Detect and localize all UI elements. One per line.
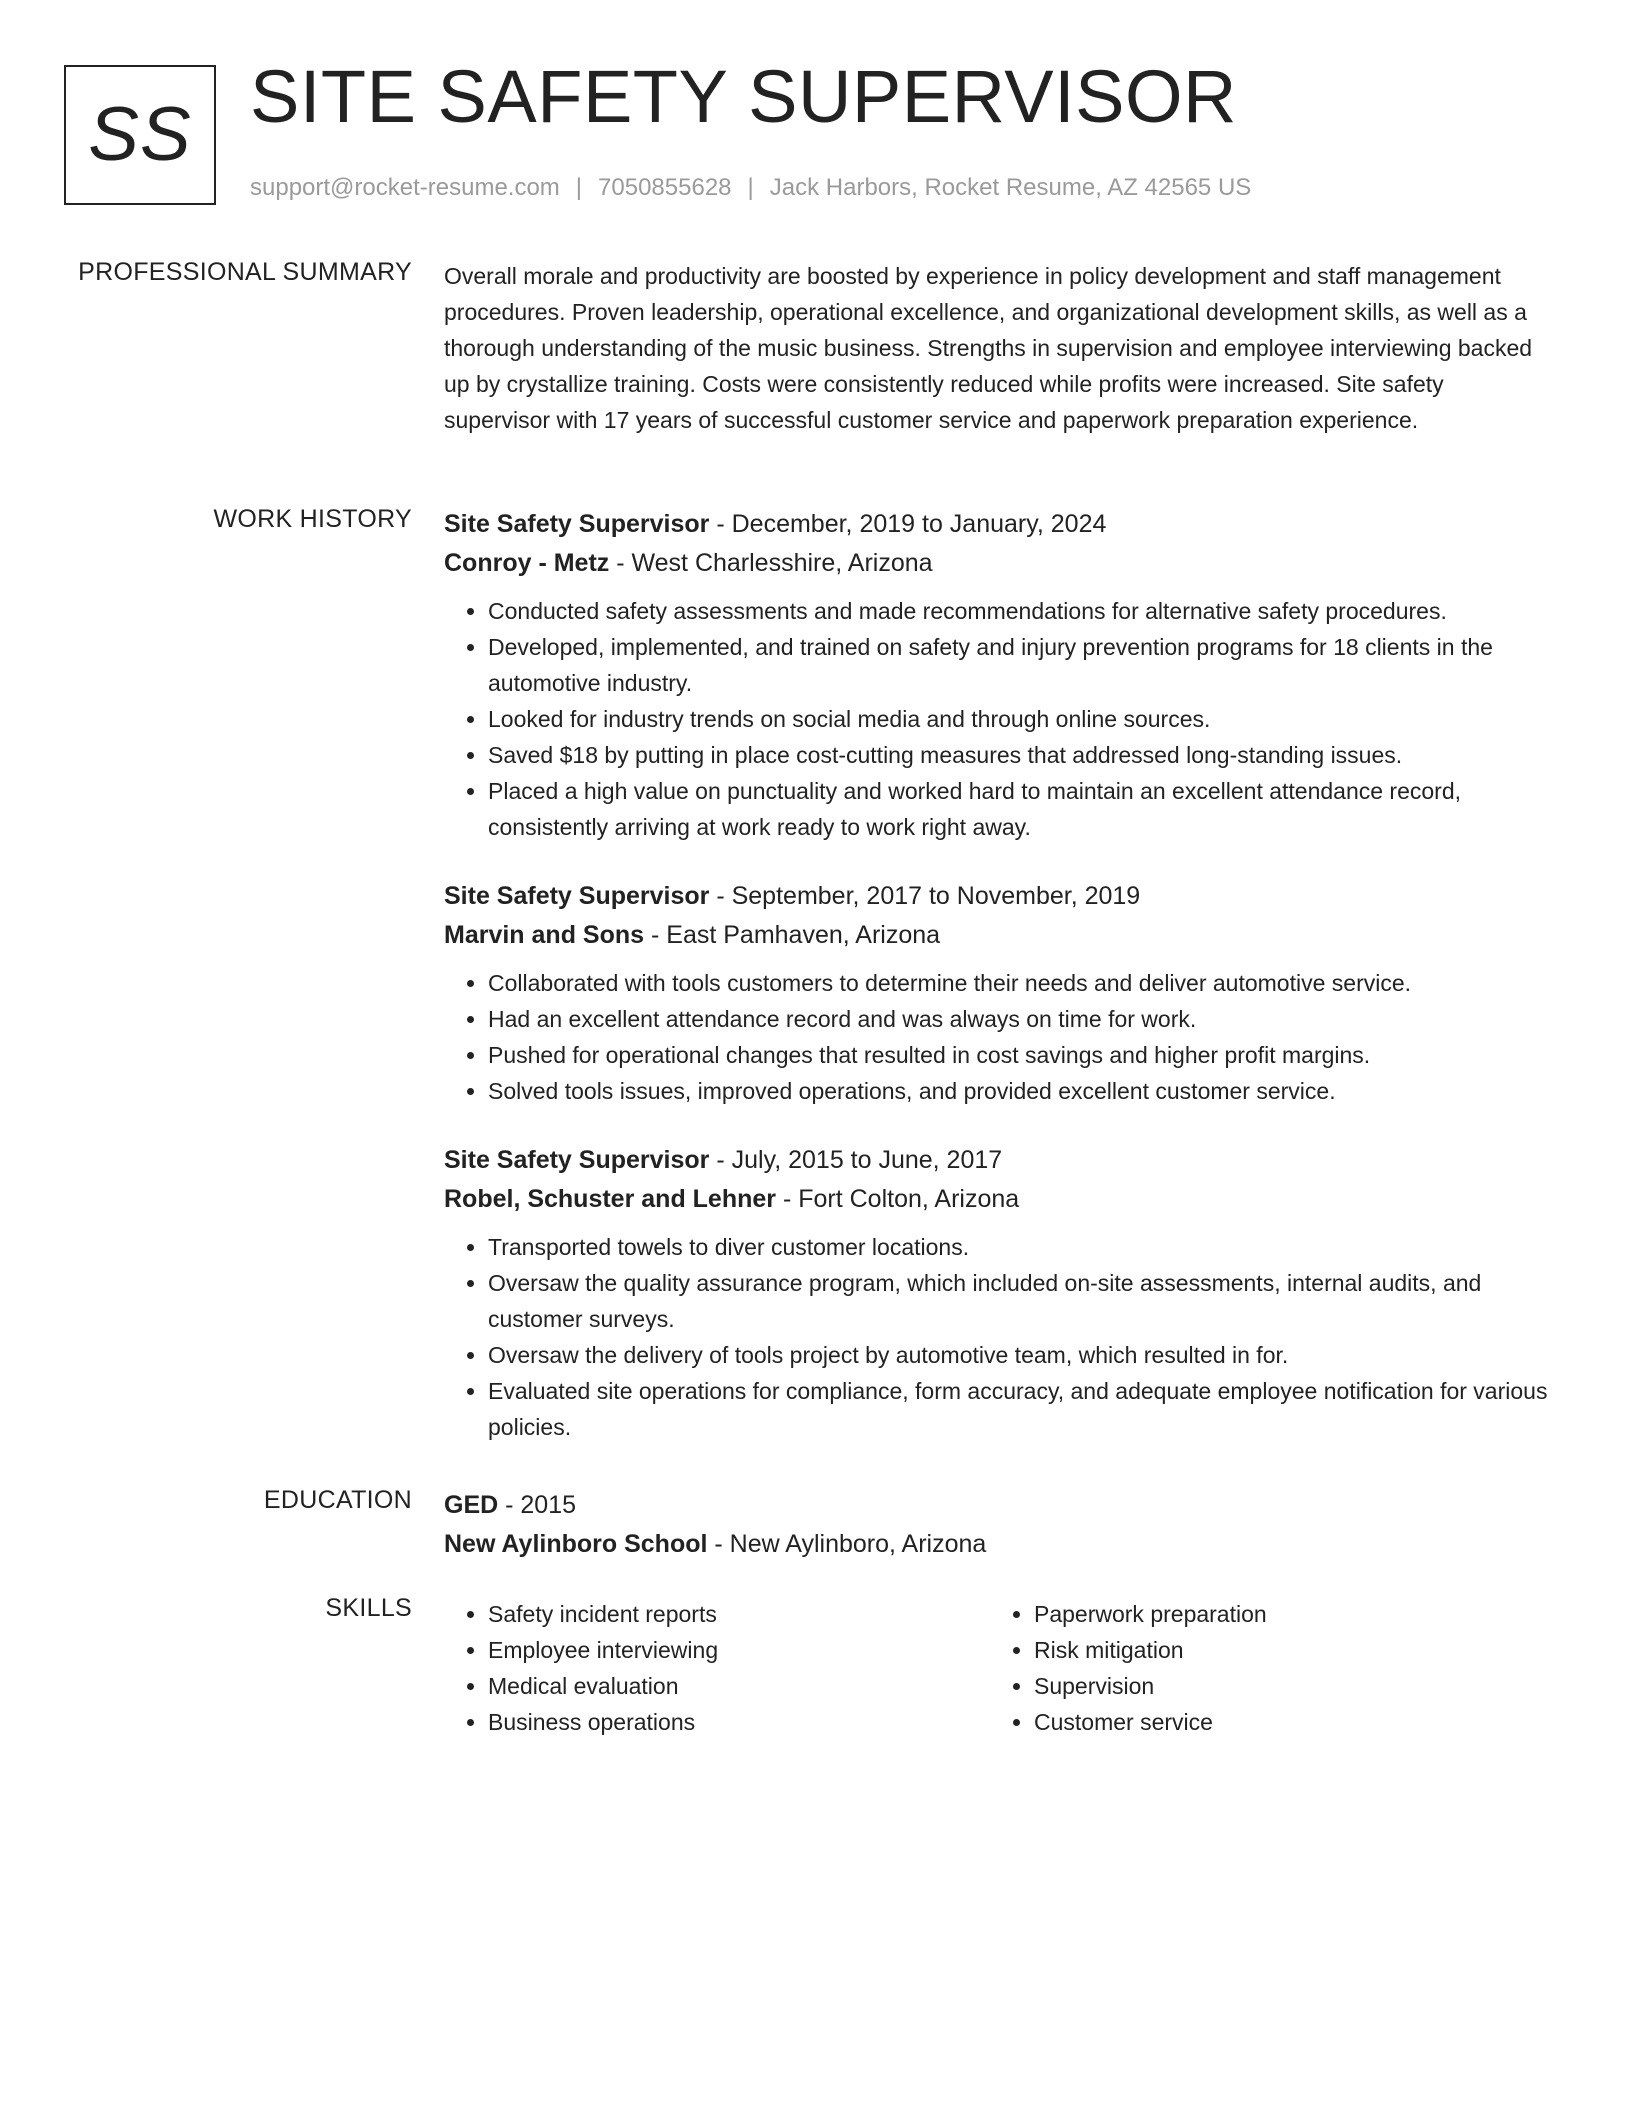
job-bullet: • Evaluated site operations for compliance, form accuracy, and adequate employee notification for various policies. <box>488 1373 1556 1445</box>
skill-item: • Medical evaluation <box>488 1668 990 1704</box>
job-bullet: • Developed, implemented, and trained on safety and injury prevention programs for 18 clients in the automotive industry. <box>488 629 1556 701</box>
skill-item: • Employee interviewing <box>488 1632 990 1668</box>
skill-item: • Safety incident reports <box>488 1596 990 1632</box>
job-bullet: • Conducted safety assessments and made recommendations for alternative safety procedures. <box>488 593 1556 629</box>
contact-line <box>250 174 1251 202</box>
job-company: Robel, Schuster and Lehner <box>444 1185 777 1213</box>
job-bullets <box>444 1229 1556 1445</box>
skills-columns <box>444 1596 1556 1740</box>
job-dates: - July, 2015 to June, 2017 <box>709 1146 1003 1174</box>
job-location: - East Pamhaven, Arizona <box>644 921 941 949</box>
skills-list-left <box>444 1596 990 1740</box>
job-entry <box>444 1141 1556 1445</box>
work-history-body <box>444 505 1556 1461</box>
education-location: - New Aylinboro, Arizona <box>707 1530 987 1558</box>
skill-item: • Business operations <box>488 1704 990 1740</box>
education-heading: EDUCATION <box>263 1486 412 1514</box>
monogram-box <box>64 65 216 205</box>
summary-heading: PROFESSIONAL SUMMARY <box>78 258 412 286</box>
job-company: Marvin and Sons <box>444 921 645 949</box>
job-title: Site Safety Supervisor <box>444 510 710 538</box>
job-bullet: • Transported towels to diver customer locations. <box>488 1229 1556 1265</box>
job-dates: - December, 2019 to January, 2024 <box>709 510 1107 538</box>
job-bullet: • Had an excellent attendance record and was always on time for work. <box>488 1001 1556 1037</box>
skill-item: • Risk mitigation <box>1034 1632 1536 1668</box>
contact-separator: | <box>747 174 754 201</box>
education-degree: GED <box>444 1491 499 1519</box>
job-location: - West Charlesshire, Arizona <box>609 549 933 577</box>
skill-item: • Paperwork preparation <box>1034 1596 1536 1632</box>
work-history-heading: WORK HISTORY <box>213 505 412 533</box>
monogram-initials: SS <box>88 92 192 177</box>
education-year: - 2015 <box>498 1491 577 1519</box>
job-entry <box>444 877 1556 1109</box>
skills-heading: SKILLS <box>325 1594 412 1622</box>
job-bullets <box>444 593 1556 845</box>
job-company-line <box>444 544 1556 583</box>
job-title: Site Safety Supervisor <box>444 882 710 910</box>
education-school-line <box>444 1525 1556 1564</box>
job-company: Conroy - Metz <box>444 549 610 577</box>
job-location: - Fort Colton, Arizona <box>776 1185 1020 1213</box>
summary-text: Overall morale and productivity are boosted by experience in policy development and staff management procedures. Proven leadership, operational excellence, and organizational development skills, as well as a thorough understanding of the music business. Strengths in supervision and employee interviewing backed up by crystallize training. Costs were consistently reduced while profits were increased. Site safety supervisor with 17 years of successful customer service and paperwork preparation experience. <box>444 263 1533 433</box>
job-company-line <box>444 1180 1556 1219</box>
resume-name: SITE SAFETY SUPERVISOR <box>250 55 1237 138</box>
skill-item: • Customer service <box>1034 1704 1536 1740</box>
education-school: New Aylinboro School <box>444 1530 708 1558</box>
skill-item: • Supervision <box>1034 1668 1536 1704</box>
job-title-line <box>444 505 1556 544</box>
job-bullet: • Solved tools issues, improved operations, and provided excellent customer service. <box>488 1073 1556 1109</box>
summary-body <box>444 258 1556 438</box>
job-bullet: • Pushed for operational changes that resulted in cost savings and higher profit margins. <box>488 1037 1556 1073</box>
contact-address: Jack Harbors, Rocket Resume, AZ 42565 US <box>769 174 1252 201</box>
job-company-line <box>444 916 1556 955</box>
job-title-line <box>444 877 1556 916</box>
job-bullet: • Oversaw the delivery of tools project by automotive team, which resulted in for. <box>488 1337 1556 1373</box>
skills-body <box>444 1596 1556 1740</box>
job-bullet: • Collaborated with tools customers to determine their needs and deliver automotive service. <box>488 965 1556 1001</box>
job-dates: - September, 2017 to November, 2019 <box>709 882 1141 910</box>
job-bullet: • Placed a high value on punctuality and worked hard to maintain an excellent attendance record, consistently arriving at work ready to work right away. <box>488 773 1556 845</box>
job-bullet: • Looked for industry trends on social media and through online sources. <box>488 701 1556 737</box>
job-bullets <box>444 965 1556 1109</box>
job-bullet: • Oversaw the quality assurance program, which included on-site assessments, internal audits, and customer surveys. <box>488 1265 1556 1337</box>
job-title-line <box>444 1141 1556 1180</box>
education-degree-line <box>444 1486 1556 1525</box>
education-body <box>444 1486 1556 1564</box>
skills-list-right <box>990 1596 1536 1740</box>
contact-separator: | <box>575 174 583 201</box>
contact-email: support@rocket-resume.com <box>250 174 560 201</box>
job-entry <box>444 505 1556 845</box>
contact-phone: 7050855628 <box>598 174 732 201</box>
job-bullet: • Saved $18 by putting in place cost-cutting measures that addressed long-standing issues. <box>488 737 1556 773</box>
job-title: Site Safety Supervisor <box>444 1146 710 1174</box>
